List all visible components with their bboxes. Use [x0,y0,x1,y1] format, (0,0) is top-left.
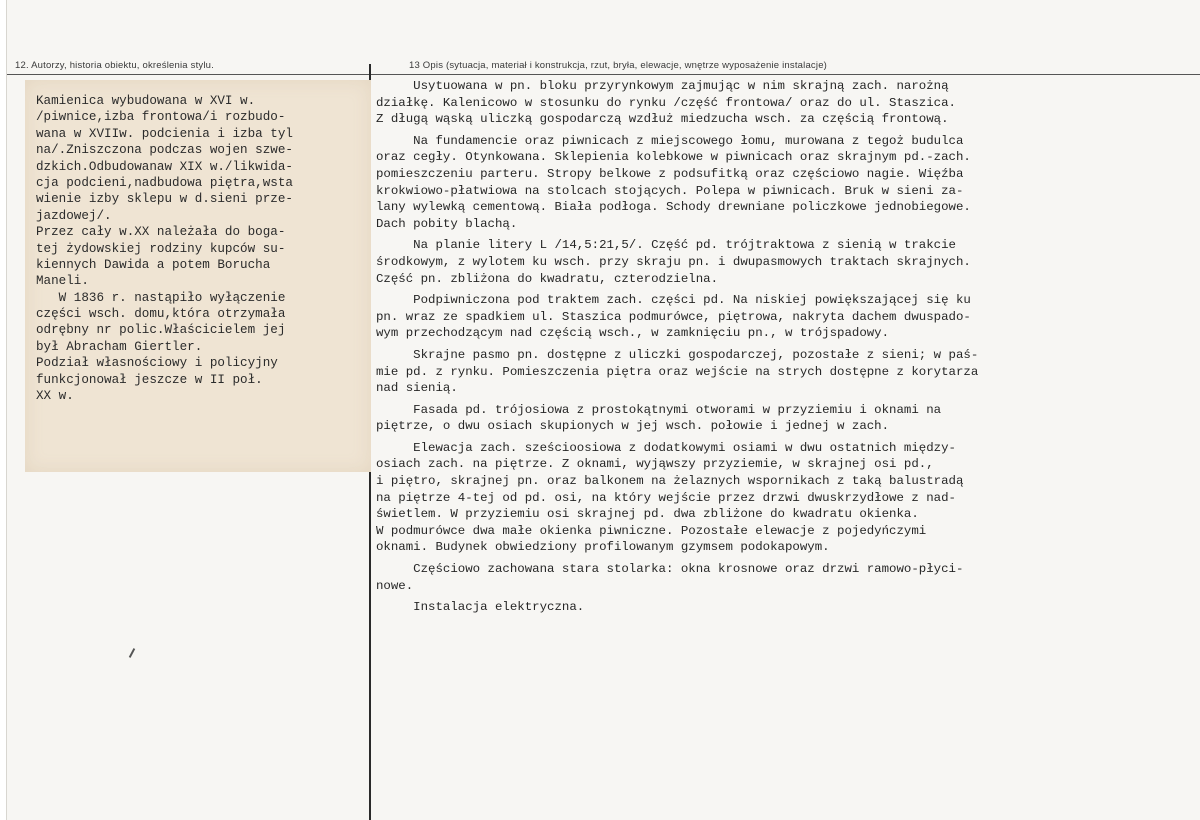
description-text [376,78,1176,616]
description-paragraph [376,78,1176,128]
history-line: wienie izby sklepu w d.sieni prze- [36,192,293,207]
description-line: Skrajne pasmo pn. dostępne z uliczki gospodarczej, pozostałe z sieni; w paś- [376,347,979,362]
description-paragraph [376,561,1176,594]
description-line: na piętrze 4-tej od pd. osi, na który wejście przez drzwi dwuskrzydłowe z nad- [376,490,956,505]
description-line: Elewacja zach. sześcioosiowa z dodatkowymi osiami w dwu ostatnich między- [376,440,956,455]
description-line: środkowym, z wylotem ku wsch. przy skraju pn. i dwupasmowych traktach skrajnych. [376,254,971,269]
description-line: piętrze, o dwu osiach skupionych w jej wsch. połowie i jednej w zach. [376,419,890,434]
description-paragraph [376,292,1176,342]
history-line: Przez cały w.XX należała do boga- [36,225,286,240]
description-line: Z długą wąską uliczką gospodarczą wzdłuż miedzucha wsch. za częścią frontową. [376,112,949,127]
description-line: działkę. Kalenicowo w stosunku do rynku /część frontowa/ oraz do ul. Staszica. [376,95,956,110]
description-line: Podpiwniczona pod traktem zach. części pd. Na niskiej powiększającej się ku [376,293,971,308]
description-line: i piętro, skrajnej pn. oraz balkonem na żelaznych wspornikach z taką balustradą [376,474,964,489]
description-line: wym przechodzącym nad częścią wsch., w zamknięciu pn., w trójspadowy. [376,326,890,341]
section-header [7,60,1200,74]
description-paragraph [376,440,1176,556]
description-line: nowe. [376,578,414,593]
description-line: świetlem. W przyziemiu osi skrajnej pd. dwa zbliżone do kwadratu okienka. [376,507,919,522]
description-line: pomieszczeniu parteru. Stropy belkowe z podsufitką oraz częściowo nagie. Więźba [376,166,964,181]
description-line: Usytuowana w pn. bloku przyrynkowym zajmując w nim skrajną zach. narożną [376,79,949,93]
history-line: kiennych Dawida a potem Borucha [36,257,271,272]
description-line: Na fundamencie oraz piwnicach z miejscowego łomu, murowana z tegoż budulca [376,133,964,148]
section-13-label: 13 Opis (sytuacja, materiał i konstrukcja, rzut, bryła, elewacje, wnętrze wyposażenie instalacje) [409,60,828,71]
description-line: nad sienią. [376,381,458,396]
description-paragraph [376,599,1176,616]
description-paragraph [376,347,1176,397]
history-text [36,93,366,404]
description-line: Część pn. zbliżona do kwadratu, czterodzielna. [376,271,719,286]
history-line: części wsch. domu,która otrzymała [36,307,286,322]
history-line: odrębny nr polic.Właścicielem jej [36,323,286,338]
history-line: cja podcieni,nadbudowa piętra,wsta [36,175,293,190]
description-line: osiach zach. na piętrze. Z oknami, wyjąwszy przyziemie, w skrajnej osi pd., [376,457,934,472]
description-line: W podmurówce dwa małe okienka piwniczne. Pozostałe elewacje z pojedyńczymi [376,523,927,538]
description-line: Instalacja elektryczna. [376,600,585,615]
history-line: funkcjonował jeszcze w II poł. [36,372,263,387]
history-line: tej żydowskiej rodziny kupców su- [36,241,286,256]
history-line: był Abracham Giertler. [36,339,203,354]
description-line: pn. wraz ze spadkiem ul. Staszica podmurówce, piętrowa, nakryta dachem dwuspado- [376,309,971,324]
description-line: Częściowo zachowana stara stolarka: okna krosnowe oraz drzwi ramowo-płyci- [376,562,964,577]
description-paragraph [376,237,1176,287]
description-paragraph [376,402,1176,435]
description-line: oknami. Budynek obwiedziony profilowanym gzymsem podokapowym. [376,540,830,555]
history-line: wana w XVIIw. podcienia i izba tyl [36,126,293,141]
history-line: /piwnice,izba frontowa/i rozbudo- [36,110,286,125]
pen-mark [129,648,135,658]
history-line: na/.Zniszczona podczas wojen szwe- [36,143,293,158]
history-line: Kamienica wybudowana w XVI w. [36,94,256,108]
history-line: XX w. [36,389,74,404]
history-line: jazdowej/. [36,208,112,223]
description-line: krokwiowo-płatwiowa na stolcach stojących. Polepa w piwnicach. Bruk w sieni za- [376,183,964,198]
description-line: lany wylewką cementową. Biała podłoga. Schody drewniane policzkowe jednobiegowe. [376,200,971,215]
description-line: mie pd. z rynku. Pomieszczenia piętra oraz wejście na strych dostępne z korytarza [376,364,979,379]
history-line: W 1836 r. nastąpiło wyłączenie [36,290,286,305]
description-paragraph [376,133,1176,233]
description-line: Na planie litery L /14,5:21,5/. Część pd. trójtraktowa z sienią w trakcie [376,238,956,253]
section-12-label: 12. Autorzy, historia obiektu, określenia stylu. [15,60,214,71]
history-line: Podział własnościowy i policyjny [36,356,278,371]
header-rule [7,74,1200,75]
description-line: oraz cegły. Otynkowana. Sklepienia kolebkowe w piwnicach oraz skrajnym pd.-zach. [376,150,971,165]
description-line: Dach pobity blachą. [376,216,518,231]
history-line: Maneli. [36,274,89,289]
history-line: dzkich.Odbudowanaw XIX w./likwida- [36,159,293,174]
description-line: Fasada pd. trójosiowa z prostokątnymi otworami w przyziemiu i oknami na [376,402,942,417]
